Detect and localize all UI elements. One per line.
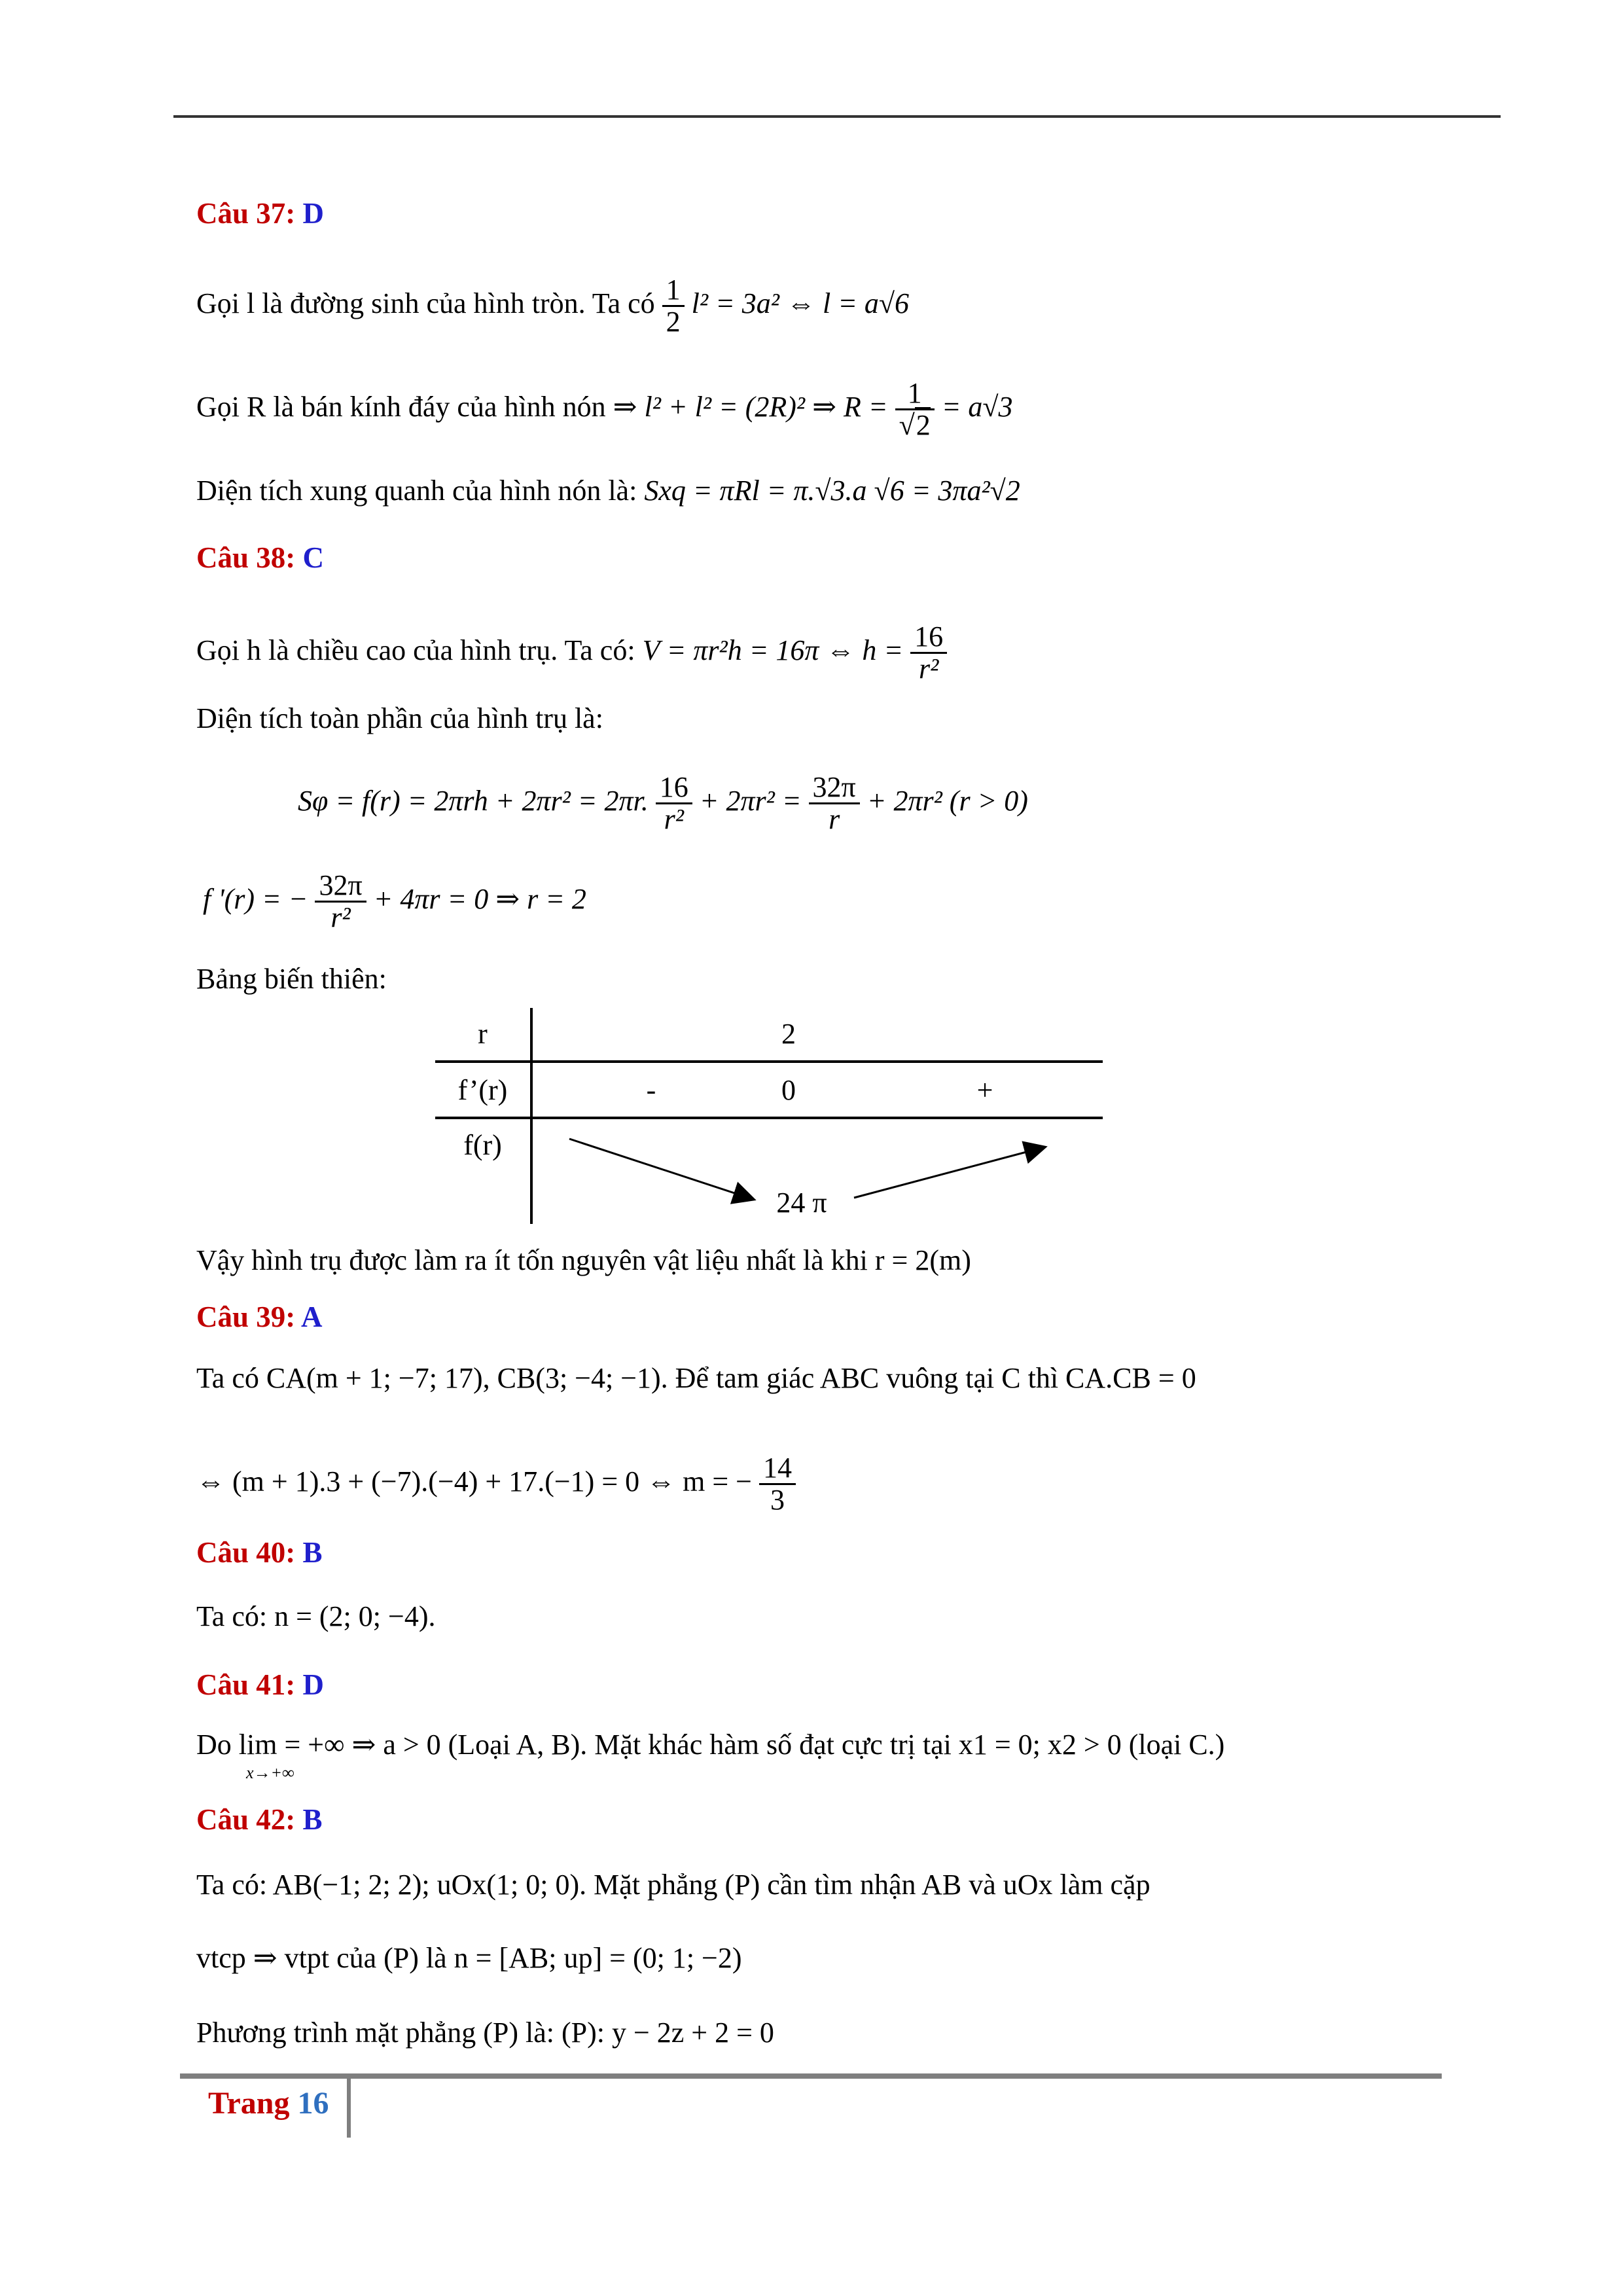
q41-line1: Do lim = +∞ ⇒ a > 0 (Loại A, B). Mặt khác hàm số đạt cực trị tại x1 = 0; x2 > 0 (loại C.) <box>196 1729 1225 1761</box>
footer-rule <box>180 2073 1442 2079</box>
q37-line3-text: Diện tích xung quanh của hình nón là: <box>196 475 637 507</box>
q38-conclusion: Vậy hình trụ được làm ra ít tốn nguyên vật liệu nhất là khi r = 2(m) <box>196 1244 971 1276</box>
q37-heading <box>196 196 324 230</box>
q37-line2-tail: = a√3 <box>941 390 1013 423</box>
q38-line2-text: Diện tích toàn phần của hình trụ là: <box>196 702 603 734</box>
q37-line1 <box>196 275 909 337</box>
q39-answer: A <box>301 1300 323 1333</box>
page-footer <box>208 2085 329 2121</box>
table-r-label: r <box>478 1018 488 1050</box>
footer-label: Trang <box>208 2086 298 2121</box>
q38-frac-32pi: $\frac{32\pi}{r}$ <box>809 772 860 834</box>
q40-answer: B <box>302 1536 323 1569</box>
q38-line3-c: + 2πr² (r > 0) <box>866 784 1028 817</box>
q39-heading <box>196 1300 323 1334</box>
q41-answer: D <box>302 1668 325 1701</box>
q37-line2-text: Gọi R là bán kính đáy của hình nón <box>196 390 606 423</box>
q41-prefix: Câu 41: <box>196 1668 303 1701</box>
q37-half-fraction: $\frac{1}{2}$ <box>662 275 685 337</box>
q39-line1: Ta có CA(m + 1; −7; 17), CB(3; −4; −1). Để tam giác ABC vuông tại C thì CA.CB = 0 <box>196 1362 1196 1394</box>
arrow-increasing <box>854 1147 1044 1198</box>
q38-line1-text: Gọi h là chiều cao của hình trụ. Ta có: <box>196 634 635 666</box>
q38-line3 <box>298 772 1028 834</box>
q37-r-fraction: $\frac{1}{√2}$ <box>895 378 935 440</box>
q37-line3 <box>196 473 1020 509</box>
table-fprime-zero: 0 <box>781 1074 796 1106</box>
q41-lim-subscript: x→+∞ <box>246 1763 294 1782</box>
variation-table <box>435 1008 1103 1224</box>
q42-line2: vtcp ⇒ vtpt của (P) là n = [AB; up] = (0; 1; −2) <box>196 1942 742 1974</box>
q42-prefix: Câu 42: <box>196 1803 303 1836</box>
q42-heading <box>196 1803 323 1837</box>
q42-answer: B <box>302 1803 323 1836</box>
arrow-decreasing <box>569 1139 753 1199</box>
q38-line4-b: + 4πr = 0 ⇒ r = 2 <box>373 882 586 915</box>
q38-frac-derivative: $\frac{32\pi}{\text{r²}}$ <box>315 870 366 933</box>
table-fprime-left: - <box>646 1074 656 1106</box>
q42-line1: Ta có: AB(−1; 2; 2); uOx(1; 0; 0). Mặt phẳng (P) cần tìm nhận AB và uOx làm cặp <box>196 1869 1150 1901</box>
q40-line1: Ta có: n = (2; 0; −4). <box>196 1600 436 1632</box>
q37-answer: D <box>302 197 325 230</box>
q39-m-fraction <box>759 1453 796 1515</box>
q38-line1 <box>196 622 947 684</box>
q39-prefix: Câu 39: <box>196 1300 302 1333</box>
q39-frac-num: 14 <box>759 1453 796 1485</box>
q41-heading <box>196 1668 324 1702</box>
table-arrows <box>435 1008 1103 1224</box>
q37-line2-math: ⇒ l² + l² = (2R)² ⇒ R = <box>613 390 888 423</box>
q38-line3-b: + 2πr² = <box>699 784 802 817</box>
q37-line3-math: Sxq = πRl = π.√3.a √6 = 3πa²√2 <box>644 475 1020 507</box>
page-number: 16 <box>297 2086 329 2121</box>
q38-line3-a: Sφ = f(r) = 2πrh + 2πr² = 2πr. <box>298 784 649 817</box>
q38-line1-math: V = πr²h = 16π ⇔ h = <box>642 634 904 666</box>
q39-line2 <box>196 1453 796 1515</box>
header-rule <box>173 115 1501 118</box>
q38-line4-a: f '(r) = − <box>203 882 308 915</box>
q38-heading <box>196 541 324 575</box>
footer-divider <box>347 2079 351 2138</box>
q37-line1-math: l² = 3a² ⇔ l = a√6 <box>691 287 910 319</box>
q40-prefix: Câu 40: <box>196 1536 303 1569</box>
table-fprime-label: f’(r) <box>457 1074 508 1106</box>
q38-prefix: Câu 38: <box>196 541 303 574</box>
q38-table-caption: Bảng biến thiên: <box>196 963 387 995</box>
q38-answer: C <box>302 541 325 574</box>
table-f-label: f(r) <box>463 1129 502 1161</box>
q38-h-fraction: $\frac{16}{\text{r²}}$ <box>910 622 947 684</box>
q37-line2 <box>196 378 1013 440</box>
q39-line2-math: ⇔ (m + 1).3 + (−7).(−4) + 17.(−1) = 0 ⇔ m = − <box>196 1465 752 1498</box>
q37-prefix: Câu 37: <box>196 197 303 230</box>
q38-frac-16: $\frac{16}{\text{r²}}$ <box>656 772 692 834</box>
table-fprime-right: + <box>976 1074 993 1106</box>
q38-line4 <box>203 870 586 933</box>
table-f-min: 24 π <box>776 1187 827 1219</box>
q42-line3: Phương trình mặt phẳng (P) là: (P): y − 2z + 2 = 0 <box>196 2017 774 2049</box>
q40-heading <box>196 1535 323 1570</box>
table-r-value: 2 <box>781 1018 796 1050</box>
q38-line2 <box>196 700 603 737</box>
q37-line1-text: Gọi l là đường sinh của hình tròn. Ta có <box>196 287 655 319</box>
q39-frac-den: 3 <box>770 1484 785 1516</box>
